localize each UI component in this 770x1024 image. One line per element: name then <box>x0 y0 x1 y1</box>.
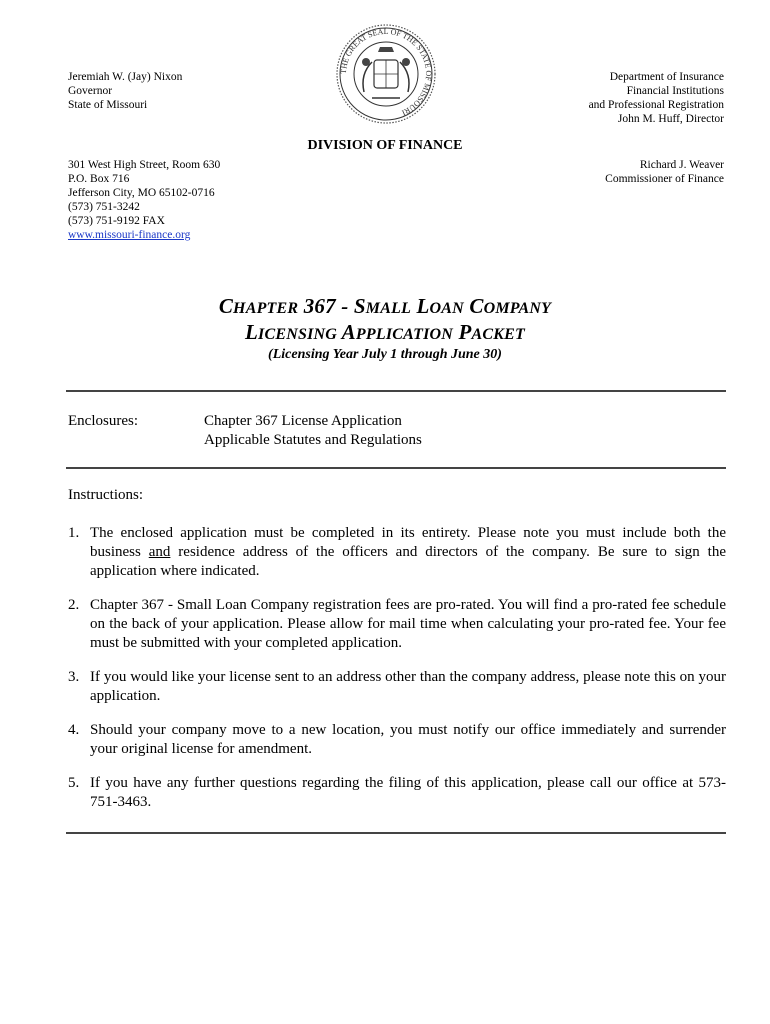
divider-2 <box>66 467 726 469</box>
address-po-box: P.O. Box 716 <box>68 173 130 185</box>
divider-1 <box>66 390 726 392</box>
department-name: Department of Insurance <box>609 71 724 83</box>
department-line-2: Financial Institutions <box>626 85 724 97</box>
state-seal-icon <box>334 22 438 126</box>
divider-3 <box>66 832 726 834</box>
instruction-item: 4. Should your company move to a new location, you must notify our office immediately and surrender your original license for amendment. <box>68 722 726 757</box>
governor-title: Governor <box>68 85 113 97</box>
enclosure-item: Chapter 367 License Application <box>204 413 402 429</box>
seal-ring-text: THE GREAT SEAL OF THE STATE OF MISSOURI <box>338 26 434 118</box>
address-city: Jefferson City, MO 65102-0716 <box>68 187 215 199</box>
instructions-label: Instructions: <box>68 487 143 503</box>
instruction-item: 2. Chapter 367 - Small Loan Company registration fees are pro-rated. You will find a pro-rated fee schedule on the back of your application. Please allow for mail time when calculating your pro-rated fee. Your fee must be submitted with your completed application. <box>68 597 726 651</box>
commissioner-name: Richard J. Weaver <box>639 159 724 171</box>
enclosure-item: Applicable Statutes and Regulations <box>204 432 422 448</box>
title-line-2: LICENSING APPLICATION PACKET <box>245 320 525 344</box>
instruction-item: 5. If you have any further questions regarding the filing of this application, please call our office at 573-751-3463. <box>68 775 726 810</box>
title-line-1: CHAPTER 367 - SMALL LOAN COMPANY <box>218 294 552 318</box>
address-fax: (573) 751-9192 FAX <box>68 215 165 227</box>
enclosures-list <box>204 412 422 450</box>
title-subtitle: (Licensing Year July 1 through June 30) <box>268 347 502 362</box>
address-block <box>68 158 220 242</box>
emphasis-and: and <box>148 544 171 560</box>
instruction-item: 3. If you would like your license sent to an address other than the company address, please note this on your application. <box>68 669 726 704</box>
state-name: State of Missouri <box>68 99 148 111</box>
department-line-3: and Professional Registration <box>588 99 724 111</box>
governor-name: Jeremiah W. (Jay) Nixon <box>68 71 183 83</box>
enclosures-label: Enclosures: <box>68 413 138 429</box>
division-title: DIVISION OF FINANCE <box>307 138 463 153</box>
address-street: 301 West High Street, Room 630 <box>68 159 221 171</box>
department-director: John M. Huff, Director <box>617 113 724 125</box>
packet-title <box>0 294 770 363</box>
address-phone: (573) 751-3242 <box>68 201 140 213</box>
commissioner-block <box>605 158 724 186</box>
governor-block <box>68 70 182 112</box>
commissioner-title: Commissioner of Finance <box>605 173 724 185</box>
instructions-list <box>68 524 726 827</box>
website-link[interactable]: www.missouri-finance.org <box>68 229 191 241</box>
instruction-item: 1. The enclosed application must be completed in its entirety. Please note you must include both the business and residence address of the officers and directors of the company. Be sure to sign the application where indicated. <box>68 525 726 579</box>
department-block <box>589 70 724 126</box>
